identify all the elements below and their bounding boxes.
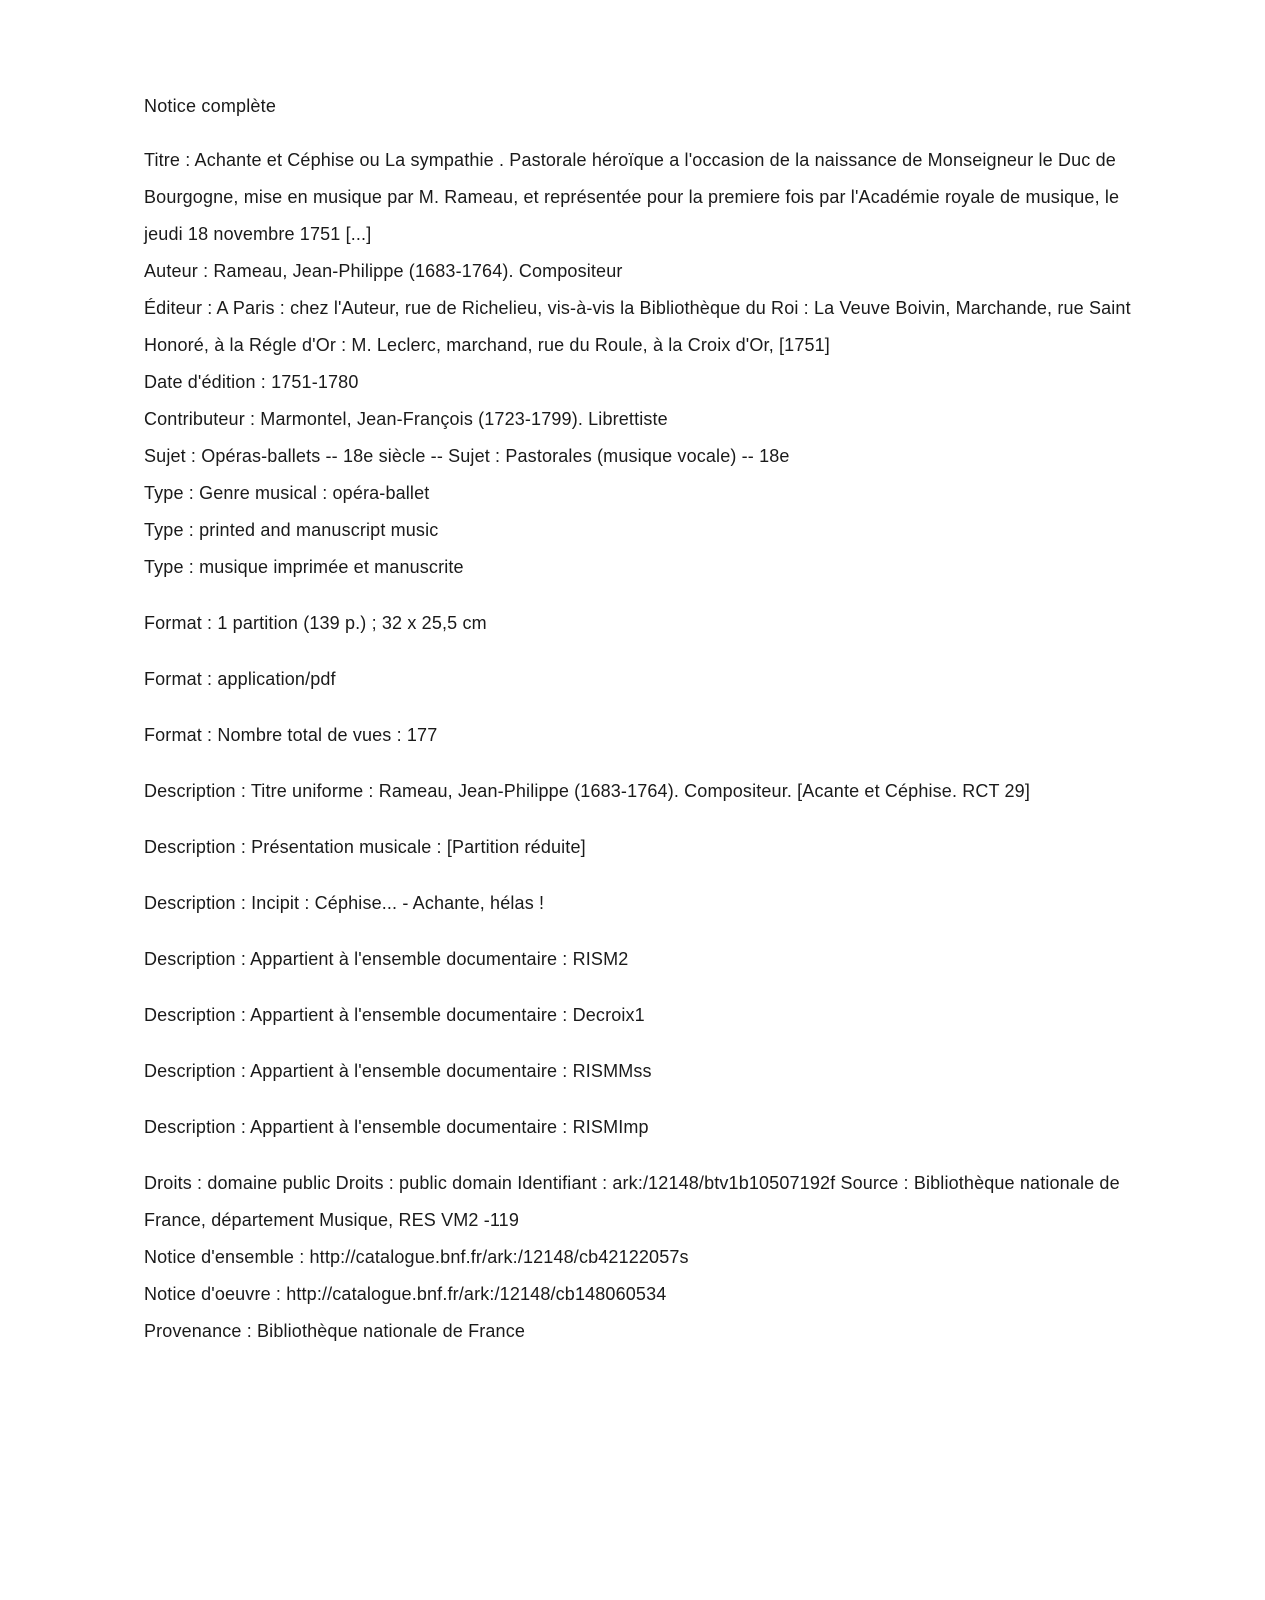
entry-date-edition: Date d'édition : 1751-1780 [144, 372, 359, 392]
entry-notice-oeuvre: Notice d'oeuvre : http://catalogue.bnf.fr/ark:/12148/cb148060534 [144, 1284, 667, 1304]
entry-provenance: Provenance : Bibliothèque nationale de France [144, 1321, 526, 1341]
entry-editeur: Éditeur : A Paris : chez l'Auteur, rue de Richelieu, vis-à-vis la Bibliothèque du Roi : La Veuve Boivin, Marchande, rue Saint Honoré, à la Régle d'Or : M. Leclerc, marchand, rue du Roule, à la Croix d'Or, [1751] [144, 298, 1131, 355]
entry-auteur: Auteur : Rameau, Jean-Philippe (1683-1764). Compositeur [144, 261, 623, 281]
entry-format-partition: Format : 1 partition (139 p.) ; 32 x 25,5 cm [144, 613, 487, 633]
page-title: Notice complète [144, 96, 277, 116]
entry-titre: Titre : Achante et Céphise ou La sympathie . Pastorale héroïque a l'occasion de la naissance de Monseigneur le Duc de Bourgogne, mise en musique par M. Rameau, et représentée pour la premiere fois par l'Académie royale de musique, le jeudi 18 novembre 1751 [...] [144, 150, 1120, 244]
entry-sujet: Sujet : Opéras-ballets -- 18e siècle -- Sujet : Pastorales (musique vocale) -- 18e [144, 446, 790, 466]
entry-description-decroix1: Description : Appartient à l'ensemble documentaire : Decroix1 [144, 1005, 645, 1025]
entry-droits: Droits : domaine public Droits : public domain Identifiant : ark:/12148/btv1b10507192f Source : Bibliothèque nationale de France, département Musique, RES VM2 -119 [144, 1173, 1120, 1230]
entry-format-pdf: Format : application/pdf [144, 669, 336, 689]
entry-description-rismmss: Description : Appartient à l'ensemble documentaire : RISMMss [144, 1061, 652, 1081]
entry-description-titre-uniforme: Description : Titre uniforme : Rameau, Jean-Philippe (1683-1764). Compositeur. [Acante et Céphise. RCT 29] [144, 781, 1030, 801]
notice-page [144, 92, 1154, 1350]
entry-type-musique: Type : musique imprimée et manuscrite [144, 557, 464, 577]
entry-description-rismimp: Description : Appartient à l'ensemble documentaire : RISMImp [144, 1117, 649, 1137]
entry-description-incipit: Description : Incipit : Céphise... - Achante, hélas ! [144, 893, 545, 913]
entry-description-presentation: Description : Présentation musicale : [Partition réduite] [144, 837, 586, 857]
entry-type-genre: Type : Genre musical : opéra-ballet [144, 483, 430, 503]
entry-description-rism2: Description : Appartient à l'ensemble documentaire : RISM2 [144, 949, 629, 969]
entry-notice-ensemble: Notice d'ensemble : http://catalogue.bnf.fr/ark:/12148/cb42122057s [144, 1247, 689, 1267]
entry-type-printed: Type : printed and manuscript music [144, 520, 439, 540]
entry-format-vues: Format : Nombre total de vues : 177 [144, 725, 438, 745]
entry-contributeur: Contributeur : Marmontel, Jean-François (1723-1799). Librettiste [144, 409, 668, 429]
